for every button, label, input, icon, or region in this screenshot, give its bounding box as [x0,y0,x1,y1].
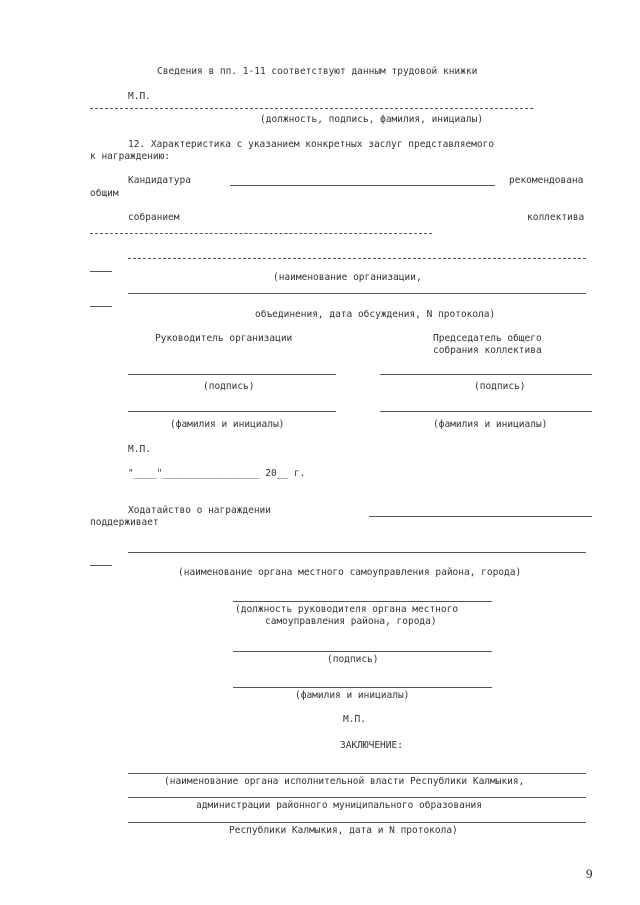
meeting-label: собранием [128,212,180,223]
exec-line-1 [128,773,586,774]
signature-caption-right: (подпись) [474,381,526,392]
general-label: общим [90,188,119,199]
head-local-caption-2: самоуправления района, города) [265,616,437,627]
signature-caption-left: (подпись) [203,381,255,392]
exec-line-2 [128,797,586,798]
exec-line-3 [128,822,586,823]
org-caption-2: объединения, дата обсуждения, N протокола) [255,309,496,320]
head-local-caption-1: (должность руководителя органа местного [235,604,459,615]
candidacy-line [230,185,495,186]
org-caption-1: (наименование организации, [273,272,422,283]
signature-line-right [380,374,592,375]
name-caption-left: (фамилия и инициалы) [170,419,285,430]
org-line-1 [128,258,586,259]
collective-label: коллектива [527,212,585,223]
name-line-right [380,411,592,412]
signature-line-left [128,374,336,375]
local-gov-line [128,552,586,553]
name-line-center [233,687,492,688]
org-line-2 [128,293,586,294]
exec-caption-3: Республики Калмыкия, дата и N протокола) [229,825,458,836]
page-number: 9 [586,866,593,881]
exec-caption-1: (наименование органа исполнительной власти Республики Калмыкия, [164,776,525,787]
stamp-mark-2: М.П. [128,444,151,455]
signature-caption-center: (подпись) [327,654,379,665]
petition-label-cont: поддерживает [90,517,159,528]
local-gov-caption: (наименование органа местного самоуправления района, города) [178,567,522,578]
candidacy-label: Кандидатура [128,175,191,186]
chair-title-1: Председатель общего [433,333,542,344]
chair-title-2: собрания коллектива [433,345,542,356]
name-caption-center: (фамилия и инициалы) [295,690,410,701]
name-caption-right: (фамилия и инициалы) [433,419,548,430]
org-line-2-cont [90,306,112,307]
date-line: "____"_________________ 20__ г. [128,468,306,479]
conclusion-label: ЗАКЛЮЧЕНИЕ: [340,740,403,751]
item-12-heading: 12. Характеристика с указанием конкретных заслуг представляемого [128,139,495,150]
meeting-line [90,233,432,234]
recommended-label: рекомендована [509,175,584,186]
local-gov-line-cont [90,565,112,566]
name-line-left [128,411,336,412]
stamp-mark-3: М.П. [343,714,366,725]
head-local-line [233,601,492,602]
signature-line-center [233,651,492,652]
stamp-mark-1: М.П. [128,91,151,102]
item-12-heading-cont: к награждению: [90,151,171,162]
exec-caption-2: администрации районного муниципального образования [196,800,482,811]
position-line [90,108,533,109]
head-org-title: Руководитель организации [155,333,293,344]
position-caption: (должность, подпись, фамилия, инициалы) [260,114,484,125]
petition-label: Ходатайство о награждении [128,505,271,516]
petition-line [369,516,592,517]
org-line-1-cont [90,271,112,272]
info-statement: Сведения в пп. 1-11 соответствуют данным трудовой книжки [157,66,478,77]
